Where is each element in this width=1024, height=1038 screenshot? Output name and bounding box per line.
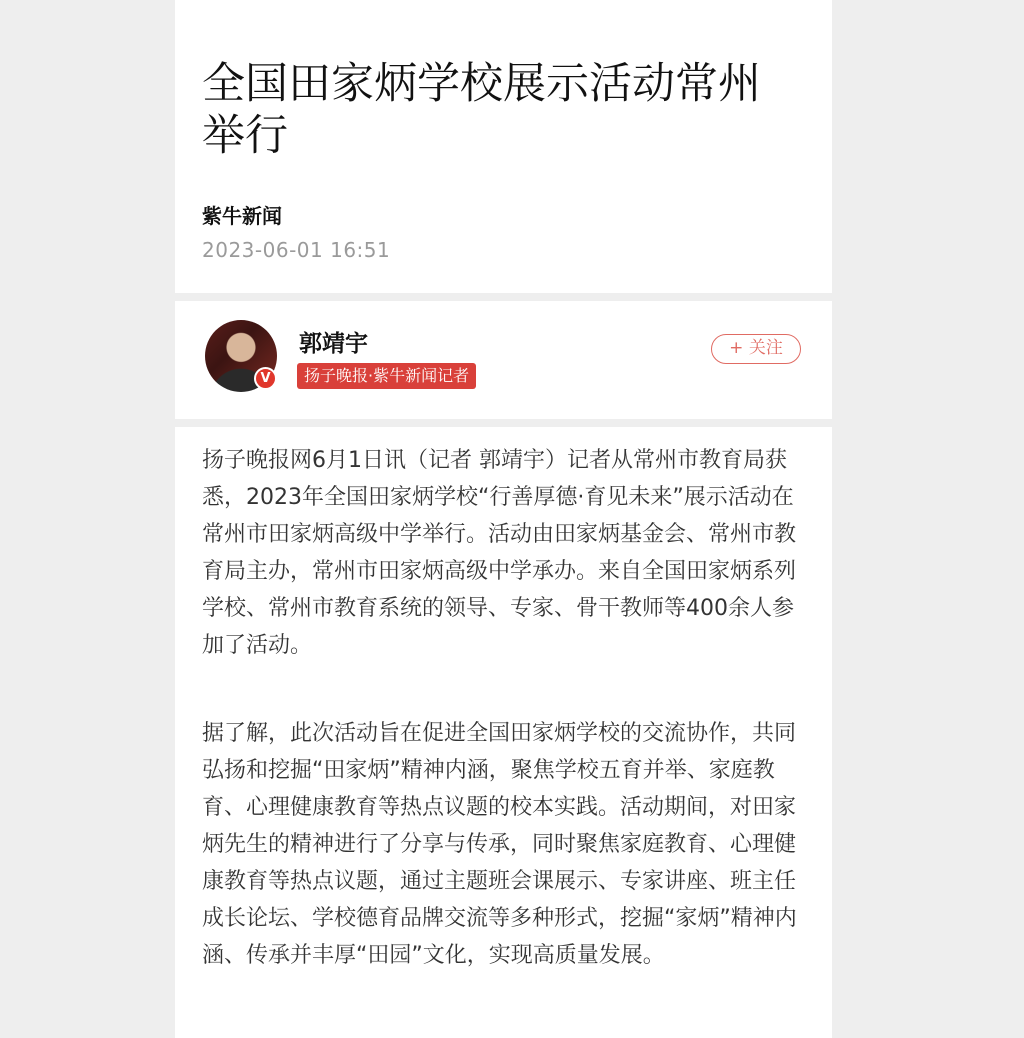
article-page <box>175 0 832 1038</box>
article-header <box>175 0 832 293</box>
follow-button[interactable]: + 关注 <box>711 334 801 364</box>
author-tag: 扬子晚报·紫牛新闻记者 <box>297 363 476 389</box>
verified-icon: V <box>254 367 277 390</box>
article-title: 全国田家炳学校展示活动常州举行 <box>202 59 761 161</box>
author-avatar[interactable] <box>205 320 277 392</box>
article-paragraph: 据了解，此次活动旨在促进全国田家炳学校的交流协作，共同弘扬和挖掘“田家炳”精神内涵，聚焦学校五育并举、家庭教育、心理健康教育等热点议题的校本实践。活动期间，对田家炳先生的精神进行了分享与传承，同时聚焦家庭教育、心理健康教育等热点议题，通过主题班会课展示、专家讲座、班主任成长论坛、学校德育品牌交流等多种形式，挖掘“家炳”精神内涵、传承并丰厚“田园”文化，实现高质量发展。 <box>202 721 797 968</box>
author-name[interactable]: 郭靖宇 <box>299 331 368 357</box>
author-card <box>175 301 832 419</box>
article-source[interactable]: 紫牛新闻 <box>202 204 282 228</box>
article-time: 2023-06-01 16:51 <box>202 238 391 262</box>
article-body <box>175 427 832 1038</box>
article-paragraph: 扬子晚报网6月1日讯（记者 郭靖宇）记者从常州市教育局获悉，2023年全国田家炳学校“行善厚德·育见未来”展示活动在常州市田家炳高级中学举行。活动由田家炳基金会、常州市教育局主办，常州市田家炳高级中学承办。来自全国田家炳系列学校、常州市教育系统的领导、专家、骨干教师等400余人参加了活动。 <box>202 448 797 658</box>
